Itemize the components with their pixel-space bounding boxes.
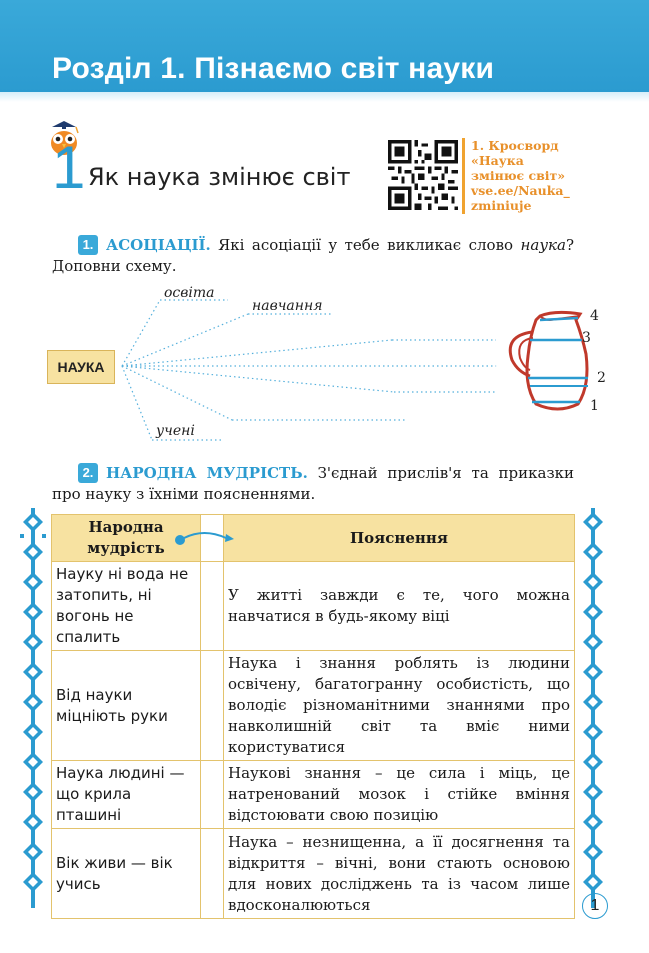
proverb-cell[interactable]: Наука людині — що крила пташині bbox=[52, 761, 201, 829]
header-gradient bbox=[0, 92, 649, 102]
table-header-row bbox=[52, 515, 575, 562]
header-right: Пояснення bbox=[224, 515, 575, 562]
task-text: З'єднай прислів'я та приказки про науку з їхніми поясненнями. bbox=[52, 464, 575, 503]
ornament-right bbox=[578, 508, 608, 908]
explanation-cell[interactable]: У житті завжди є те, чого можна навчатися в будь-якому віці bbox=[224, 562, 575, 651]
schema-label: освіта bbox=[164, 285, 215, 301]
column-gap bbox=[201, 651, 224, 761]
task-2 bbox=[52, 463, 574, 505]
qr-info-line: змінює світ» bbox=[471, 168, 566, 183]
header-left: Народна мудрість bbox=[52, 515, 201, 562]
task-1 bbox=[52, 235, 574, 277]
task-heading: АСОЦІАЦІЇ. bbox=[106, 236, 211, 254]
column-gap bbox=[201, 761, 224, 829]
proverb-cell[interactable]: Науку ні вода не затопить, ні вогонь не спалить bbox=[52, 562, 201, 651]
jug-mark: 1 bbox=[590, 398, 599, 414]
table-row bbox=[52, 829, 575, 919]
explanation-cell[interactable]: Наука і знання роблять із людини освічену, багатогранну особистість, що володіє різноманітними знаннями про навколишній світ та вміє ними користуватися bbox=[224, 651, 575, 761]
connector-arrow-icon bbox=[172, 526, 242, 550]
wisdom-table bbox=[51, 514, 575, 919]
explanation-cell[interactable]: Наука – незнищенна, а її досягнення та відкриття – вічні, вони стають основою для нових досліджень та із часом лише вдосконалюються bbox=[224, 829, 575, 919]
schema-label: навчання bbox=[252, 298, 323, 314]
schema-center-box: НАУКА bbox=[47, 350, 115, 384]
qr-info[interactable] bbox=[462, 138, 591, 214]
column-gap bbox=[201, 562, 224, 651]
task-text: Які асоціації у тебе викликає слово bbox=[210, 236, 521, 254]
task-text: ? Доповни схему. bbox=[52, 236, 574, 275]
explanation-cell[interactable]: Наукові знання – це сила і міць, це натренований мозок і стійке вміння відстоювати свою позицію bbox=[224, 761, 575, 829]
ornament-left bbox=[18, 508, 48, 908]
lesson-number: 1 bbox=[52, 134, 86, 201]
task-heading: НАРОДНА МУДРІСТЬ. bbox=[106, 464, 308, 482]
task-number-badge: 1. bbox=[78, 235, 98, 255]
chapter-title: Розділ 1. Пізнаємо світ науки bbox=[52, 52, 495, 85]
column-gap bbox=[201, 829, 224, 919]
task-word: наука bbox=[520, 236, 566, 254]
proverb-cell[interactable]: Від науки міцніють руки bbox=[52, 651, 201, 761]
jug-mark: 3 bbox=[582, 330, 591, 346]
jug-mark: 4 bbox=[590, 308, 599, 324]
qr-info-line: «Наука bbox=[471, 153, 524, 168]
proverb-cell[interactable]: Вік живи — вік учись bbox=[52, 829, 201, 919]
table-row bbox=[52, 562, 575, 651]
table-row bbox=[52, 651, 575, 761]
qr-url[interactable]: vse.ee/Nauka_ bbox=[471, 183, 570, 198]
task-number-badge: 2. bbox=[78, 463, 98, 483]
qr-code-icon[interactable] bbox=[388, 140, 458, 210]
qr-info-line: 1. Кросворд bbox=[471, 138, 559, 153]
table-row bbox=[52, 761, 575, 829]
page-number: 1 bbox=[582, 893, 608, 919]
lesson-title: Як наука змінює світ bbox=[88, 163, 351, 191]
jug-mark: 2 bbox=[597, 370, 606, 386]
schema-label: учені bbox=[156, 423, 195, 439]
qr-url[interactable]: zminiuje bbox=[471, 198, 532, 213]
